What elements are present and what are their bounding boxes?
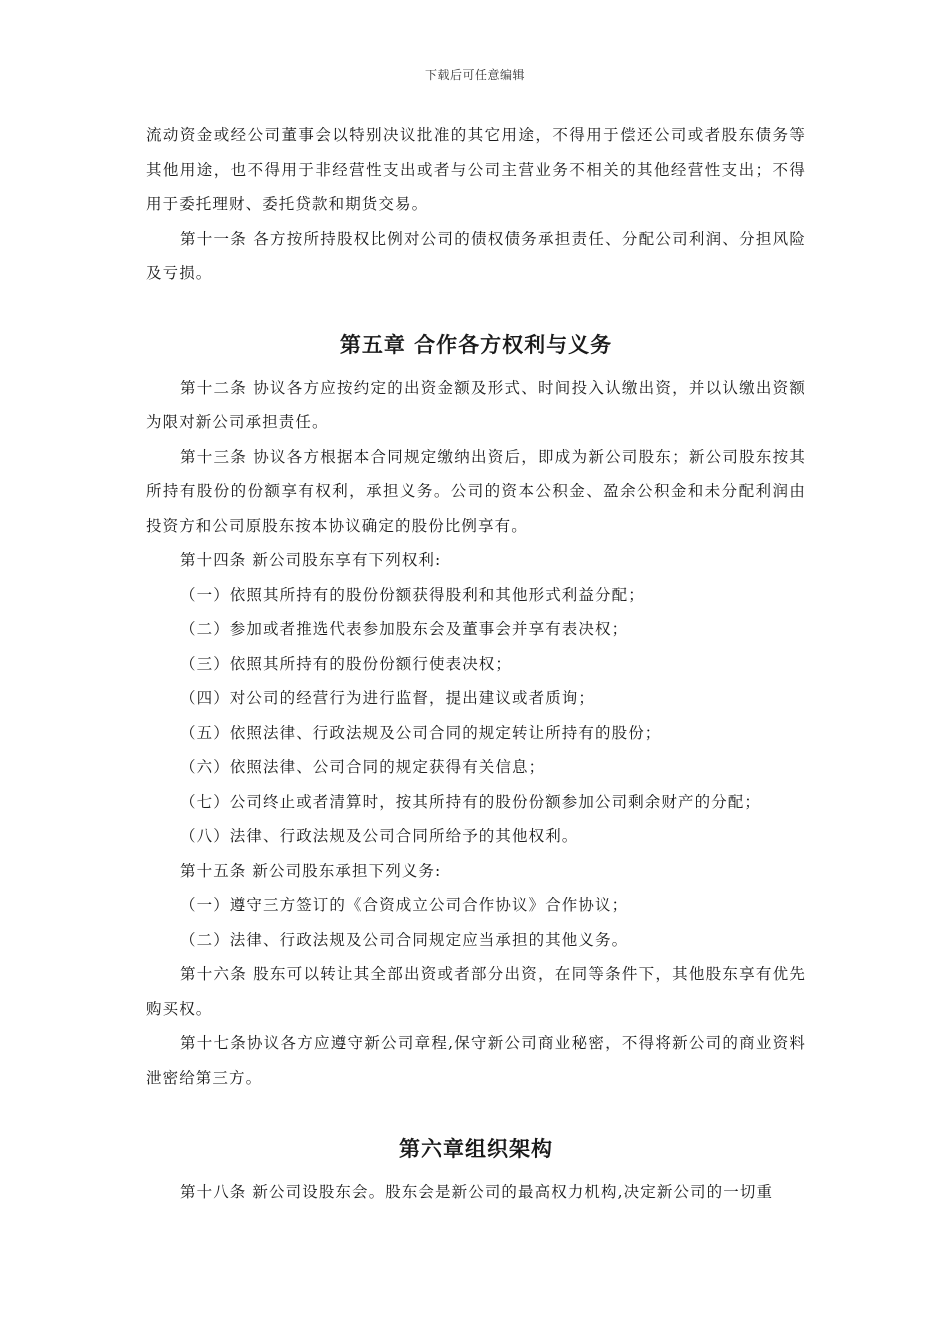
list-item: （二）参加或者推选代表参加股东会及董事会并享有表决权； <box>180 620 629 638</box>
chapter-6-title: 第六章组织架构 <box>399 1137 553 1161</box>
paragraph-funds-usage: 流动资金或经公司董事会以特别决议批准的其它用途，不得用于偿还公司或者股东债务等其他用途，也不得用于非经营性支出或者与公司主营业务不相关的其他经营性支出；不得用于委托理财、委托贷款和期货交易。 <box>146 126 806 213</box>
list-item: （一）依照其所持有的股份份额获得股利和其他形式利益分配； <box>180 585 645 604</box>
article-13: 第十三条 协议各方根据本合同规定缴纳出资后，即成为新公司股东；新公司股东按其所持有股份的份额享有权利，承担义务。公司的资本公积金、盈余公积金和未分配利润由投资方和公司原股东按本协议确定的股份比例享有。 <box>146 447 806 535</box>
shareholder-rights-list <box>146 578 806 854</box>
list-item: （七）公司终止或者清算时，按其所持有的股份份额参加公司剩余财产的分配； <box>180 792 762 811</box>
list-item: （二）法律、行政法规及公司合同规定应当承担的其他义务。 <box>180 930 629 949</box>
article-17: 第十七条协议各方应遵守新公司章程,保守新公司商业秘密，不得将新公司的商业资料泄密给第三方。 <box>146 1034 806 1087</box>
document-body <box>146 118 806 1210</box>
article-11: 第十一条 各方按所持股权比例对公司的债权债务承担责任、分配公司利润、分担风险及亏损。 <box>146 229 806 282</box>
list-item: （一）遵守三方签订的《合资成立公司合作协议》合作协议； <box>180 896 629 914</box>
article-14: 第十四条 新公司股东享有下列权利: <box>180 551 442 569</box>
article-18: 第十八条 新公司设股东会。股东会是新公司的最高权力机构,决定新公司的一切重 <box>180 1183 774 1201</box>
list-item: （五）依照法律、行政法规及公司合同的规定转让所持有的股份； <box>180 723 662 742</box>
chapter-5-title: 第五章 合作各方权利与义务 <box>339 332 613 357</box>
list-item: （三）依照其所持有的股份份额行使表决权； <box>180 654 513 673</box>
article-16: 第十六条 股东可以转让其全部出资或者部分出资，在同等条件下，其他股东享有优先购买权。 <box>146 965 806 1018</box>
shareholder-duties-list <box>146 888 806 957</box>
list-item: （六）依照法律、公司合同的规定获得有关信息； <box>180 758 546 776</box>
article-12: 第十二条 协议各方应按约定的出资金额及形式、时间投入认缴出资，并以认缴出资额为限对新公司承担责任。 <box>146 378 806 431</box>
article-15: 第十五条 新公司股东承担下列义务: <box>180 861 442 880</box>
page-header-note: 下载后可任意编辑 <box>424 68 525 82</box>
list-item: （四）对公司的经营行为进行监督，提出建议或者质询； <box>180 689 596 707</box>
list-item: （八）法律、行政法规及公司合同所给予的其他权利。 <box>180 827 579 845</box>
